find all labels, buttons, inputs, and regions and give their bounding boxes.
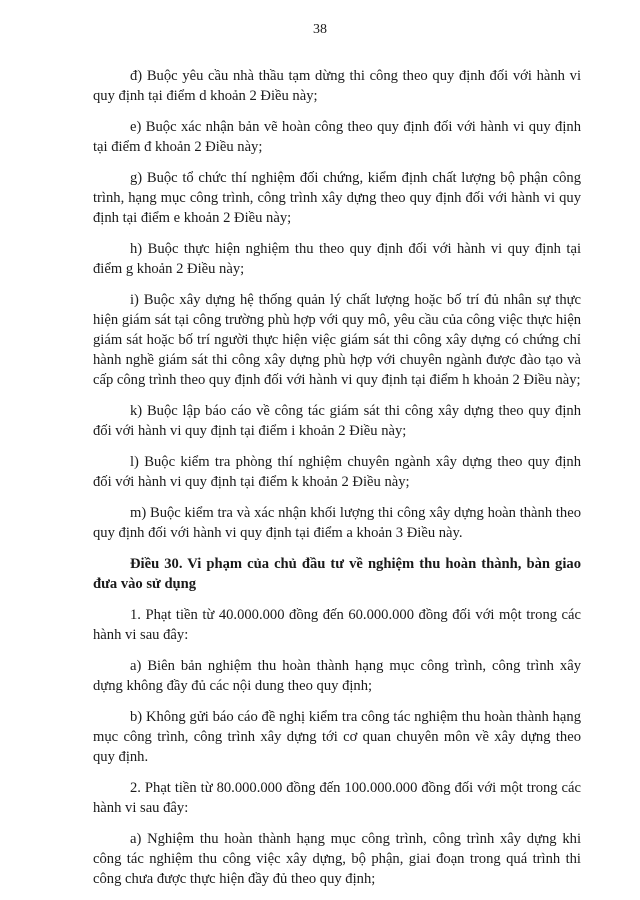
paragraph-g: g) Buộc tổ chức thí nghiệm đối chứng, kiểm định chất lượng bộ phận công trình, hạng mục công trình, công trình xây dựng theo quy định đối với hành vi quy định tại điểm e khoản 2 Điều này; xyxy=(93,170,581,226)
document-body xyxy=(93,66,581,900)
paragraph-i: i) Buộc xây dựng hệ thống quản lý chất lượng hoặc bố trí đủ nhân sự thực hiện giám sát tại công trường phù hợp với quy mô, yêu cầu của công việc thực hiện giám sát hoặc bố trí người thực hiện việc giám sát thi công xây dựng có chứng chỉ hành nghề giám sát thi công xây dựng phù hợp với chuyên ngành được đào tạo và cấp công trình theo quy định đối với hành vi quy định tại điểm h khoản 2 Điều này; xyxy=(93,292,581,388)
paragraph-k: k) Buộc lập báo cáo về công tác giám sát thi công xây dựng theo quy định đối với hành vi quy định tại điểm i khoản 2 Điều này; xyxy=(93,403,581,439)
clause-1: 1. Phạt tiền từ 40.000.000 đồng đến 60.000.000 đồng đối với một trong các hành vi sau đây: xyxy=(93,607,581,643)
paragraph-e: e) Buộc xác nhận bản vẽ hoàn công theo quy định đối với hành vi quy định tại điểm đ khoản 2 Điều này; xyxy=(93,119,581,155)
paragraph-m: m) Buộc kiểm tra và xác nhận khối lượng thi công xây dựng hoàn thành theo quy định đối với hành vi quy định tại điểm a khoản 3 Điều này. xyxy=(93,505,581,541)
clause-1-point-b: b) Không gửi báo cáo đề nghị kiểm tra công tác nghiệm thu hoàn thành hạng mục công trình, công trình xây dựng tới cơ quan chuyên môn về xây dựng theo quy định. xyxy=(93,709,581,765)
paragraph-h: h) Buộc thực hiện nghiệm thu theo quy định đối với hành vi quy định tại điểm g khoản 2 Điều này; xyxy=(93,241,581,277)
clause-2: 2. Phạt tiền từ 80.000.000 đồng đến 100.000.000 đồng đối với một trong các hành vi sau đây: xyxy=(93,780,581,816)
paragraph-l: l) Buộc kiểm tra phòng thí nghiệm chuyên ngành xây dựng theo quy định đối với hành vi quy định tại điểm k khoản 2 Điều này; xyxy=(93,454,581,490)
clause-1-point-a: a) Biên bản nghiệm thu hoàn thành hạng mục công trình, công trình xây dựng không đầy đủ các nội dung theo quy định; xyxy=(93,658,581,694)
article-30-heading: Điều 30. Vi phạm của chủ đầu tư về nghiệm thu hoàn thành, bàn giao đưa vào sử dụng xyxy=(93,556,581,592)
paragraph-d-stroke: đ) Buộc yêu cầu nhà thầu tạm dừng thi công theo quy định đối với hành vi quy định tại điểm d khoản 2 Điều này; xyxy=(93,68,581,104)
clause-2-point-a: a) Nghiệm thu hoàn thành hạng mục công trình, công trình xây dựng khi công tác nghiệm thu công việc xây dựng, bộ phận, giai đoạn trong quá trình thi công chưa được thực hiện đầy đủ theo quy định; xyxy=(93,831,581,887)
page-number: 38 xyxy=(313,22,327,37)
